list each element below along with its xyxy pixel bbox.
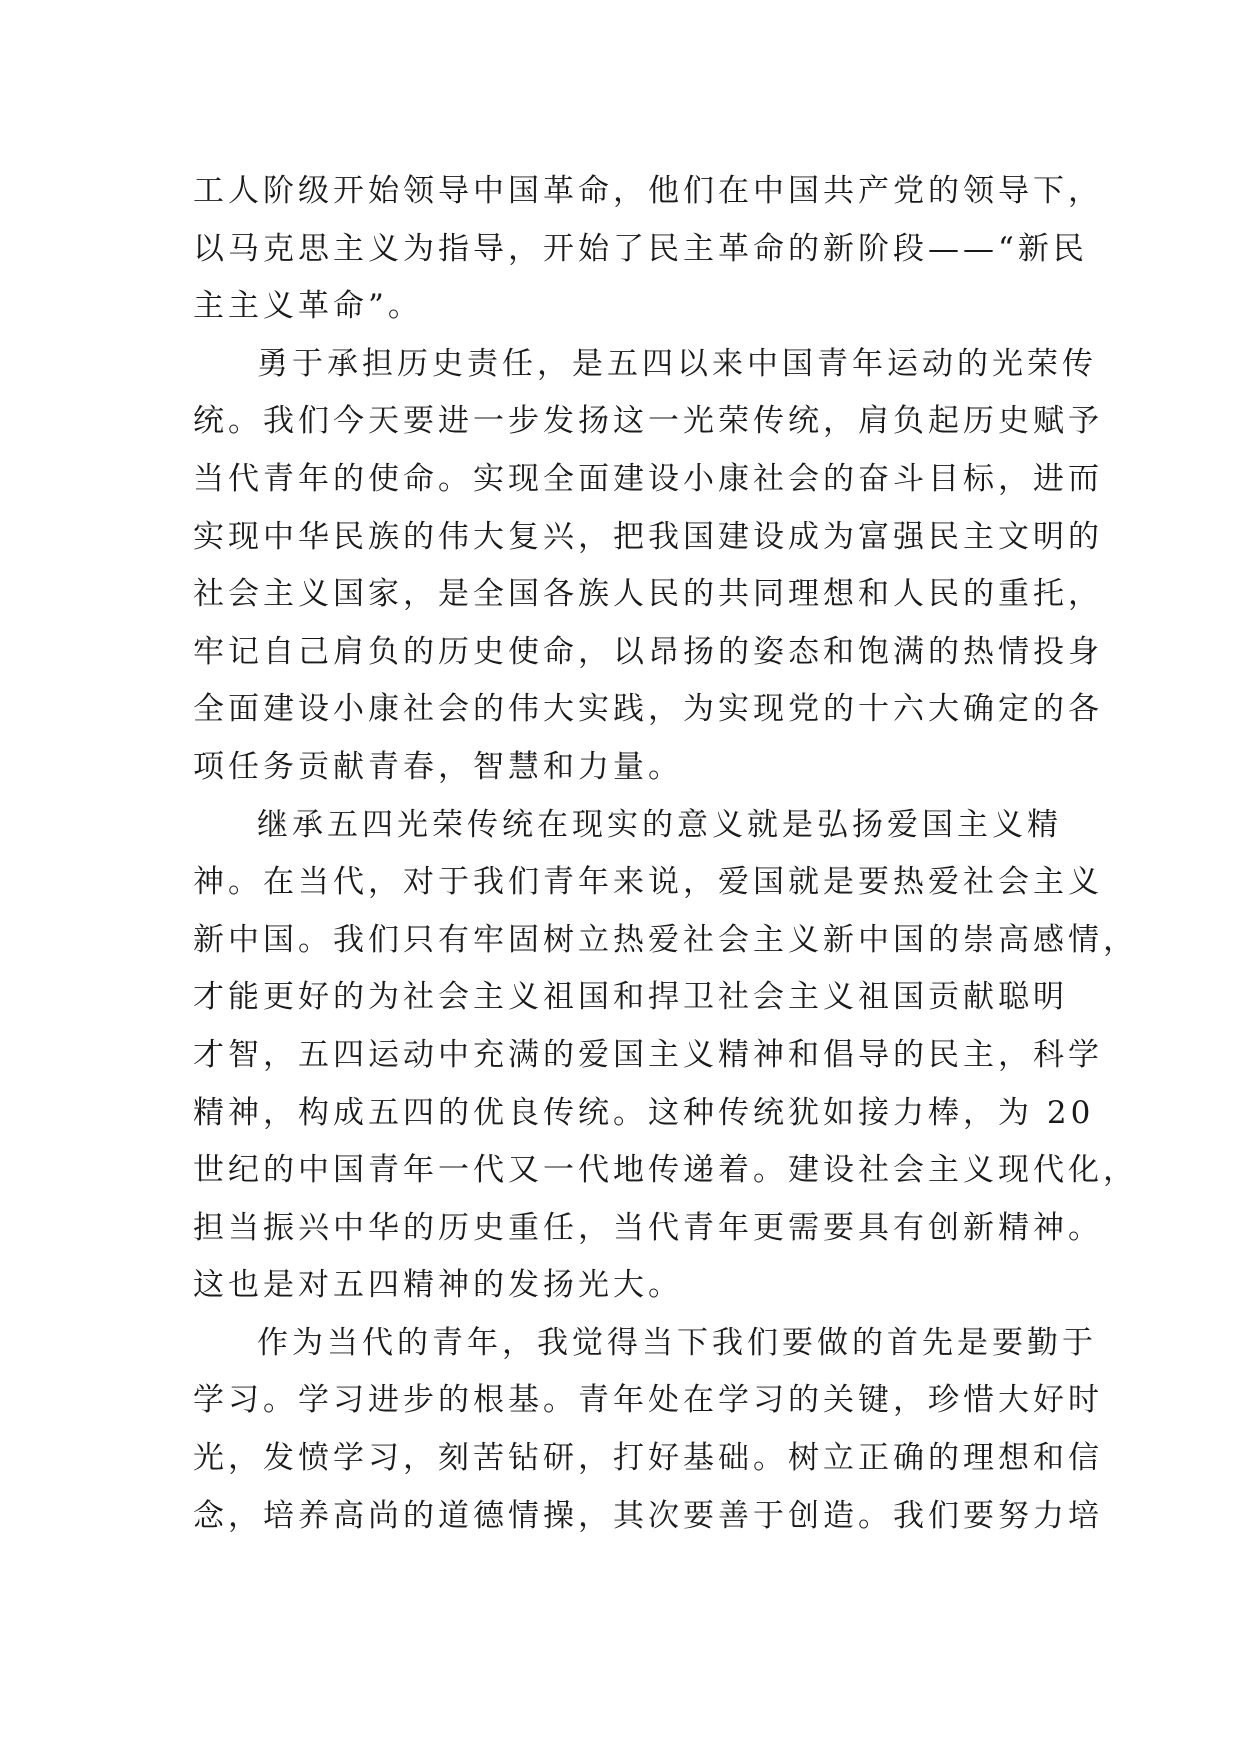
text-line: 勇于承担历史责任，是五四以来中国青年运动的光荣传	[257, 345, 1097, 382]
text-line: 光，发愤学习，刻苦钻研，打好基础。树立正确的理想和信	[193, 1440, 1103, 1477]
text-line: 当代青年的使命。实现全面建设小康社会的奋斗目标，进而	[193, 460, 1103, 497]
text-line: 精神，构成五四的优良传统。这种传统犹如接力棒，为 20	[193, 1094, 1095, 1131]
text-line: 世纪的中国青年一代又一代地传递着。建设社会主义现代化，	[193, 1152, 1138, 1189]
text-line: 牢记自己肩负的历史使命，以昂扬的姿态和饱满的热情投身	[193, 633, 1103, 670]
text-line: 实现中华民族的伟大复兴，把我国建设成为富强民主文明的	[193, 518, 1103, 555]
text-line: 全面建设小康社会的伟大实践，为实现党的十六大确定的各	[193, 691, 1103, 728]
paragraph-3	[193, 797, 1138, 1315]
text-line: 学习。学习进步的根基。青年处在学习的关键，珍惜大好时	[193, 1382, 1103, 1419]
text-line: 念，培养高尚的道德情操，其次要善于创造。我们要努力培	[193, 1497, 1103, 1534]
text-line: 担当振兴中华的历史重任，当代青年更需要具有创新精神。	[193, 1209, 1103, 1246]
document-body	[193, 163, 1138, 1545]
text-line: 才智，五四运动中充满的爱国主义精神和倡导的民主，科学	[193, 1036, 1103, 1073]
text-line: 以马克思主义为指导，开始了民主革命的新阶段——“新民	[193, 230, 1088, 267]
paragraph-2	[193, 336, 1103, 797]
text-line: 项任务贡献青春，智慧和力量。	[193, 748, 683, 785]
text-line: 统。我们今天要进一步发扬这一光荣传统，肩负起历史赋予	[193, 403, 1103, 440]
text-line: 继承五四光荣传统在现实的意义就是弘扬爱国主义精	[257, 806, 1062, 843]
text-line: 社会主义国家，是全国各族人民的共同理想和人民的重托，	[193, 576, 1103, 613]
text-line: 工人阶级开始领导中国革命，他们在中国共产党的领导下，	[193, 173, 1103, 209]
paragraph-1	[193, 163, 1103, 336]
text-line: 神。在当代，对于我们青年来说，爱国就是要热爱社会主义	[193, 864, 1103, 901]
text-line: 作为当代的青年，我觉得当下我们要做的首先是要勤于	[257, 1324, 1097, 1361]
text-line: 才能更好的为社会主义祖国和捍卫社会主义祖国贡献聪明	[193, 979, 1068, 1016]
text-line: 主主义革命”。	[193, 288, 423, 325]
text-line: 新中国。我们只有牢固树立热爱社会主义新中国的崇高感情，	[193, 921, 1138, 958]
text-line: 这也是对五四精神的发扬光大。	[193, 1267, 683, 1304]
paragraph-4	[193, 1315, 1103, 1545]
